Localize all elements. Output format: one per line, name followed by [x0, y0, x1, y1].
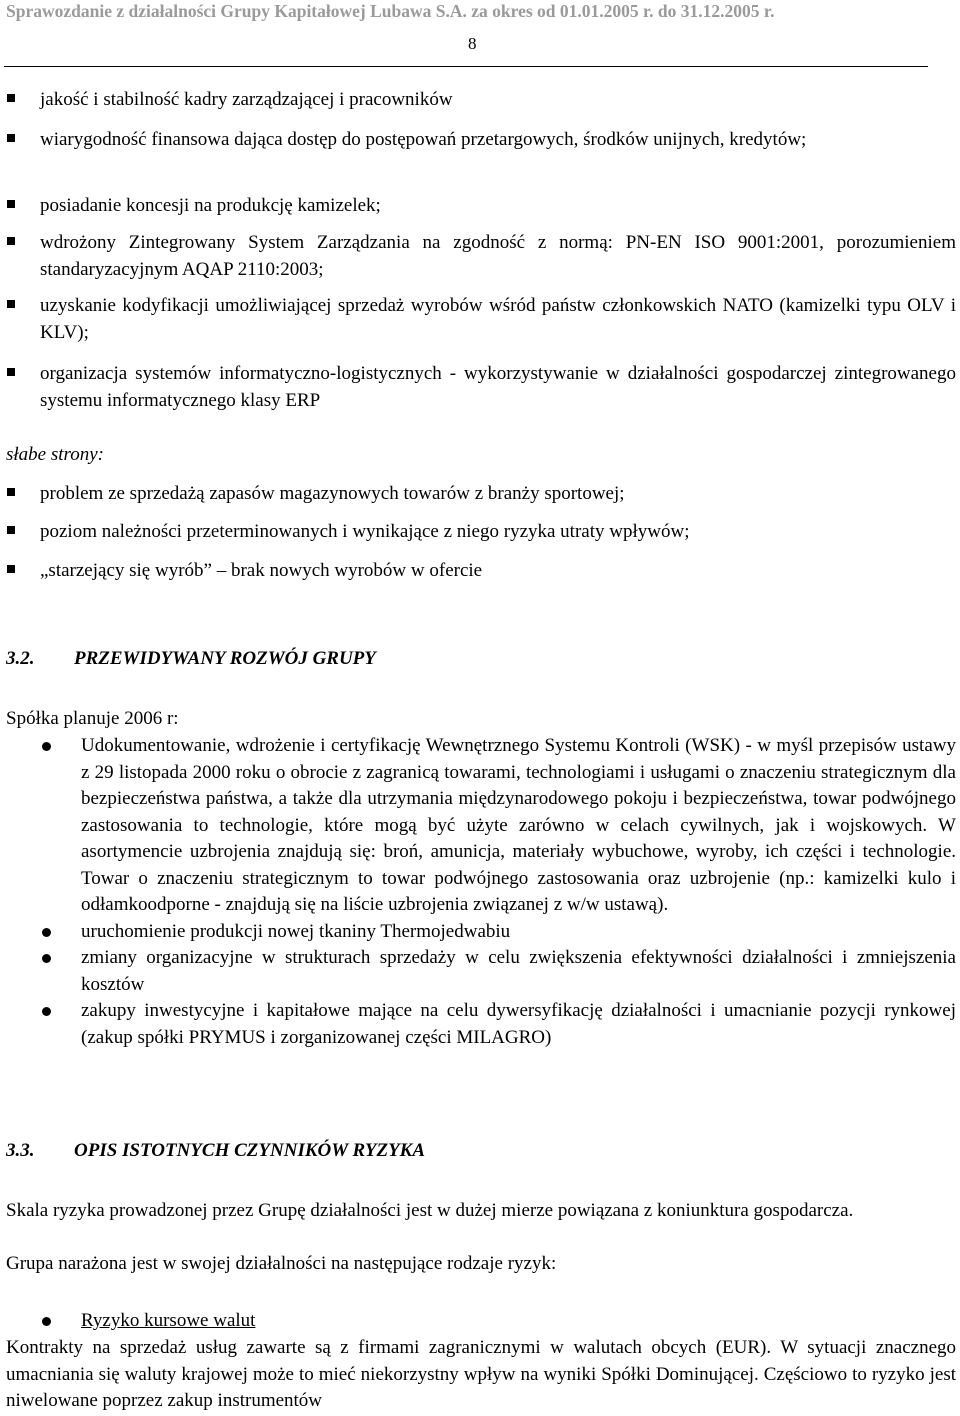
square-bullet-icon: [7, 488, 15, 496]
square-bullet-icon: [7, 526, 15, 534]
square-bullet-icon: [7, 368, 15, 376]
risk-list: [0, 1308, 960, 1335]
list-item: uzyskanie kodyfikacji umożliwiającej sprzedaż wyrobów wśród państw członkowskich NATO (kamizelki typu OLV i KLV);: [0, 293, 960, 361]
list-item: wiarygodność finansowa dająca dostęp do postępowań przetargowych, środków unijnych, kredytów;: [0, 127, 960, 193]
square-bullet-icon: [7, 300, 15, 308]
section-heading-3-2: [6, 646, 376, 673]
header-rule: [4, 66, 928, 67]
round-bullet-icon: [42, 1007, 51, 1016]
list-item: zakupy inwestycyjne i kapitałowe mające na celu dywersyfikację działalności i umacnianie pozycji rynkowej (zakup spółki PRYMUS i zorganizowanej części MILAGRO): [0, 998, 960, 1051]
list-item: „starzejący się wyrób” – brak nowych wyrobów w ofercie: [0, 558, 960, 585]
square-bullet-icon: [7, 237, 15, 245]
list-item: problem ze sprzedażą zapasów magazynowych towarów z branży sportowej;: [0, 481, 960, 519]
weaknesses-list: [0, 481, 960, 585]
square-bullet-icon: [7, 94, 15, 102]
list-item: jakość i stabilność kadry zarządzającej i pracowników: [0, 87, 960, 127]
square-bullet-icon: [7, 200, 15, 208]
round-bullet-icon: [42, 928, 51, 937]
section-intro: Spółka planuje 2006 r:: [6, 708, 179, 729]
list-item: posiadanie koncesji na produkcję kamizelek;: [0, 193, 960, 230]
section-title: OPIS ISTOTNYCH CZYNNIKÓW RYZYKA: [74, 1140, 426, 1161]
risk-paragraph-3: Kontrakty na sprzedaż usług zawarte są z firmami zagranicznymi w walutach obcych (EUR). W sytuacji znacznego umacniania się waluty krajowej może to mieć niekorzystny wpływ na wyniki Spółki Dominującej. Częściowo to ryzyko jest niwelowane poprzez zakup instrumentów: [6, 1337, 956, 1411]
square-bullet-icon: [7, 134, 15, 142]
section-number: 3.2.: [6, 648, 35, 669]
list-item: organizacja systemów informatyczno-logistycznych - wykorzystywanie w działalności gospodarczej zintegrowanego systemu informatycznego klasy ERP: [0, 361, 960, 414]
list-item: zmiany organizacyjne w strukturach sprzedaży w celu zwiększenia efektywności działalności i zmniejszenia kosztów: [0, 945, 960, 998]
list-item: Udokumentowanie, wdrożenie i certyfikację Wewnętrznego Systemu Kontroli (WSK) - w myśl przepisów ustawy z 29 listopada 2000 roku o obrocie z zagranicą towarami, technologiami i usługami o znaczeniu strategicznym dla bezpieczeństwa państwa, a także dla utrzymania międzynarodowego pokoju i bezpieczeństwa, towar podwójnego zastosowania to technologie, które mogą być użyte zarówno w celach cywilnych, jak i wojskowych. W asortymencie uzbrojenia znajdują się: broń, amunicja, materiały wybuchowe, wyroby, ich części i technologie. Towar o znaczeniu strategicznym to towar podwójnego zastosowania oraz uzbrojenie (np.: kamizelki kulo i odłamkoodporne - znajdują się na liście uzbrojenia związanej z w/w ustawą).: [0, 733, 960, 919]
risk-paragraph-1: Skala ryzyka prowadzonej przez Grupę działalności jest w dużej mierze powiązana z koniunktura gospodarcza.: [6, 1200, 854, 1221]
list-item: poziom należności przeterminowanych i wynikające z niego ryzyka utraty wpływów;: [0, 519, 960, 558]
strengths-list: [0, 87, 960, 414]
square-bullet-icon: [7, 565, 15, 573]
section-number: 3.3.: [6, 1140, 35, 1161]
round-bullet-icon: [42, 1317, 51, 1326]
list-item: Ryzyko kursowe walut: [0, 1308, 960, 1335]
list-item: wdrożony Zintegrowany System Zarządzania na zgodność z normą: PN-EN ISO 9001:2001, porozumieniem standaryzacyjnym AQAP 2110:2003;: [0, 230, 960, 293]
round-bullet-icon: [42, 742, 51, 751]
risk-paragraph-2: Grupa narażona jest w swojej działalności na następujące rodzaje ryzyk:: [6, 1253, 557, 1274]
section-heading-3-3: [6, 1138, 425, 1165]
round-bullet-icon: [42, 954, 51, 963]
list-item: uruchomienie produkcji nowej tkaniny Thermojedwabiu: [0, 919, 960, 946]
page-number: 8: [468, 34, 477, 53]
weaknesses-heading: słabe strony:: [6, 444, 104, 465]
development-plan-list: [0, 733, 960, 1051]
running-header: Sprawozdanie z działalności Grupy Kapitałowej Lubawa S.A. za okres od 01.01.2005 r. do 31.12.2005 r.: [6, 1, 775, 21]
section-title: PRZEWIDYWANY ROZWÓJ GRUPY: [74, 648, 376, 669]
